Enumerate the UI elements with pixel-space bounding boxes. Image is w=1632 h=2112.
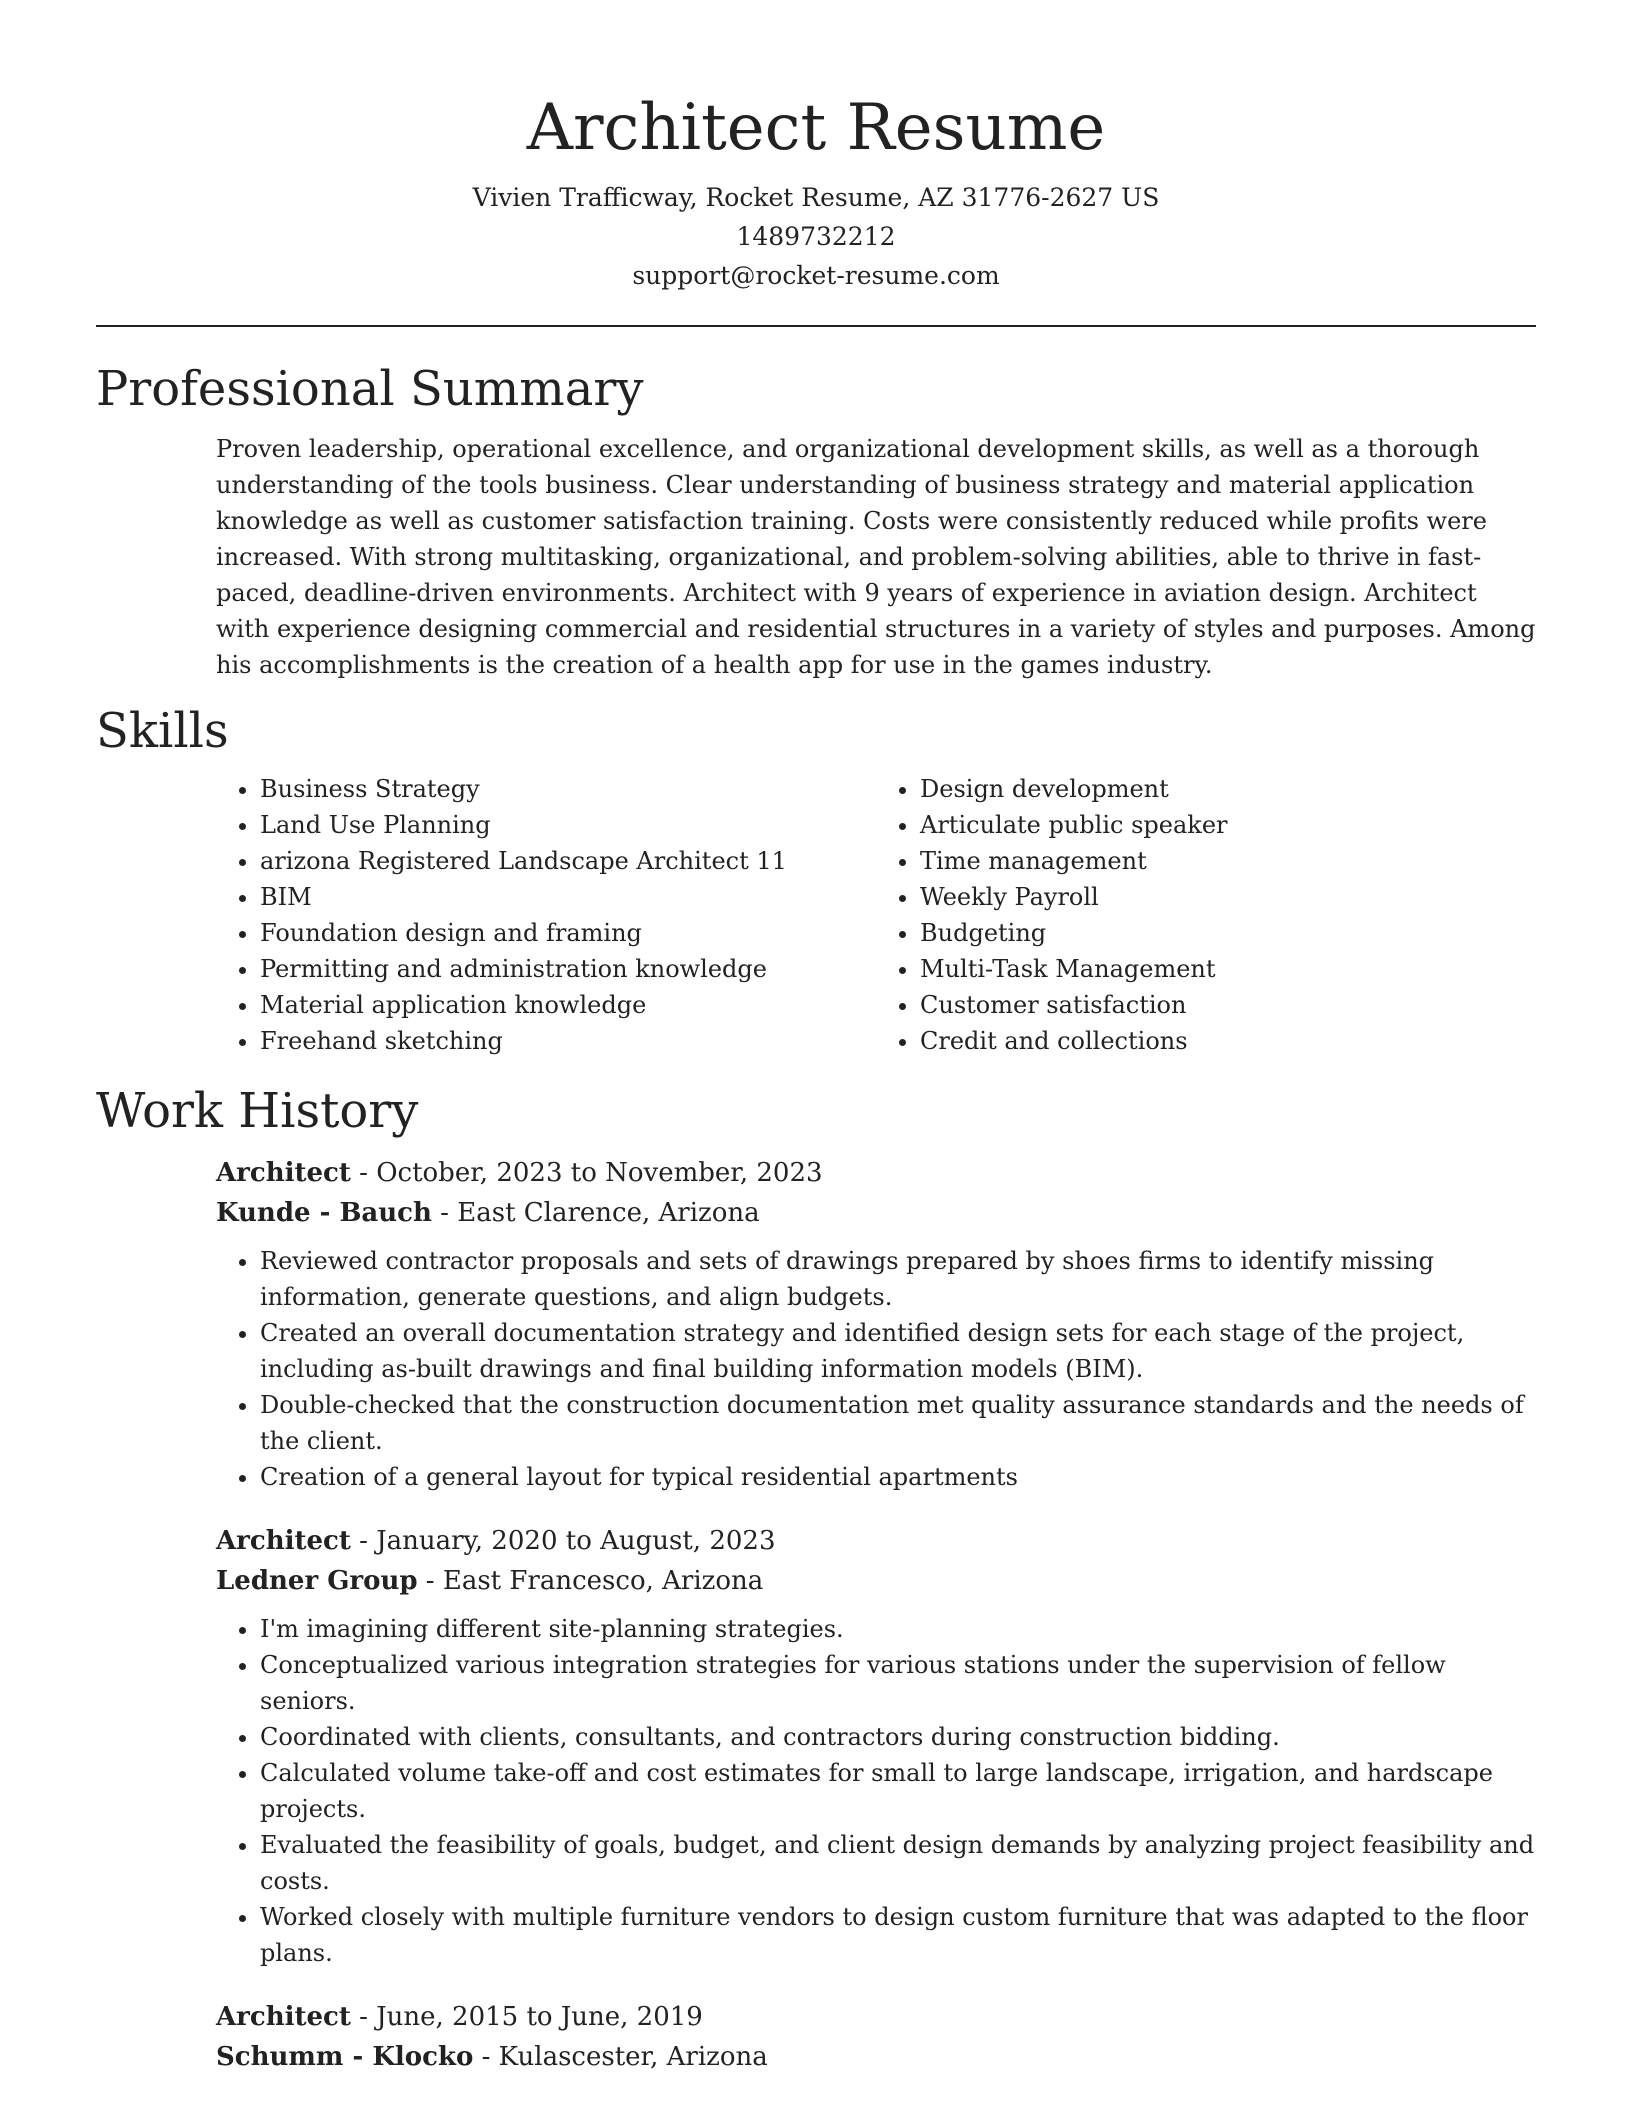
job-bullet: • I'm imagining different site-planning strategies. [260,1611,1536,1647]
resume-page [96,0,1536,2077]
job-title: Architect [216,2002,351,2032]
skill-item: • Credit and collections [920,1023,1536,1059]
skill-item: • Time management [920,843,1536,879]
skill-item: • Design development [920,771,1536,807]
skill-item: • Permitting and administration knowledge [260,951,876,987]
skills-heading: Skills [96,703,229,759]
skill-item: • Business Strategy [260,771,876,807]
skills-grid [216,771,1536,1059]
job-company: Schumm - Klocko [216,2042,474,2072]
job-title-line [216,1521,1536,1561]
skill-item: • Material application knowledge [260,987,876,1023]
job-separator: - [417,1566,443,1596]
job-bullet: • Double-checked that the construction documentation met quality assurance standards and the needs of the client. [260,1387,1536,1459]
job-location: Kulascester, Arizona [498,2042,768,2072]
job-title-line [216,1997,1536,2037]
skill-item: • Land Use Planning [260,807,876,843]
job-company: Kunde - Bauch [216,1198,432,1228]
job-bullet: • Reviewed contractor proposals and sets of drawings prepared by shoes firms to identify missing information, generate questions, and align budgets. [260,1243,1536,1315]
document-title: Architect Resume [526,91,1106,165]
job-company: Ledner Group [216,1566,418,1596]
contact-block [96,178,1536,295]
job-dates: October, 2023 to November, 2023 [376,1158,823,1188]
skill-item: • Articulate public speaker [920,807,1536,843]
job-bullet: • Conceptualized various integration strategies for various stations under the supervision of fellow seniors. [260,1647,1536,1719]
job-bullet: • Created an overall documentation strategy and identified design sets for each stage of the project, including as-built drawings and final building information models (BIM). [260,1315,1536,1387]
job-separator: - [473,2042,499,2072]
job-title: Architect [216,1526,351,1556]
summary-heading: Professional Summary [96,361,644,417]
resume-header [96,0,1536,295]
skill-item: • Customer satisfaction [920,987,1536,1023]
job-bullet-list [216,1243,1536,1495]
contact-address: Vivien Trafficway, Rocket Resume, AZ 31776-2627 US [472,183,1160,212]
job-company-line [216,1561,1536,1601]
header-divider [96,325,1536,327]
job-location: East Francesco, Arizona [442,1566,764,1596]
job-location: East Clarence, Arizona [457,1198,760,1228]
job-company-line [216,2037,1536,2077]
job-company-line [216,1193,1536,1233]
skills-section [96,701,1536,1059]
contact-phone: 1489732212 [736,222,896,251]
job-separator: - [431,1198,458,1228]
job-bullet: • Coordinated with clients, consultants, and contractors during construction bidding. [260,1719,1536,1755]
summary-text: Proven leadership, operational excellence, and organizational development skills, as well as a thorough understanding of the tools business. Clear understanding of business strategy and material application knowledge as well as customer satisfaction training. Costs were consistently reduced while profits were increased. With strong multitasking, organizational, and problem-solving abilities, able to thrive in fast-paced, deadline-driven environments. Architect with 9 years of experience in aviation design. Architect with experience designing commercial and residential structures in a variety of styles and purposes. Among his accomplishments is the creation of a health app for use in the games industry. [216,435,1536,679]
skill-item: • Budgeting [920,915,1536,951]
skills-column-left [216,771,876,1059]
skill-item: • Multi-Task Management [920,951,1536,987]
job-entry [216,1153,1536,1495]
skill-item: • BIM [260,879,876,915]
job-dates: January, 2020 to August, 2023 [376,1526,776,1556]
job-separator: - [350,1526,377,1556]
job-bullet-list [216,1611,1536,1971]
job-bullet: • Worked closely with multiple furniture vendors to design custom furniture that was adapted to the floor plans. [260,1899,1536,1971]
work-history-heading: Work History [96,1083,419,1139]
job-entry [216,1997,1536,2077]
skill-item: • arizona Registered Landscape Architect 11 [260,843,876,879]
skill-item: • Freehand sketching [260,1023,876,1059]
job-title: Architect [216,1158,351,1188]
job-entry [216,1521,1536,1971]
job-title-line [216,1153,1536,1193]
skills-column-right [876,771,1536,1059]
skill-item: • Weekly Payroll [920,879,1536,915]
job-separator: - [350,2002,377,2032]
summary-section [96,359,1536,683]
job-separator: - [350,1158,377,1188]
work-history-section [96,1081,1536,2077]
job-dates: June, 2015 to June, 2019 [376,2002,703,2032]
job-bullet: • Evaluated the feasibility of goals, budget, and client design demands by analyzing project feasibility and costs. [260,1827,1536,1899]
skill-item: • Foundation design and framing [260,915,876,951]
job-bullet: • Calculated volume take-off and cost estimates for small to large landscape, irrigation, and hardscape projects. [260,1755,1536,1827]
job-bullet: • Creation of a general layout for typical residential apartments [260,1459,1536,1495]
contact-email: support@rocket-resume.com [632,261,1000,290]
